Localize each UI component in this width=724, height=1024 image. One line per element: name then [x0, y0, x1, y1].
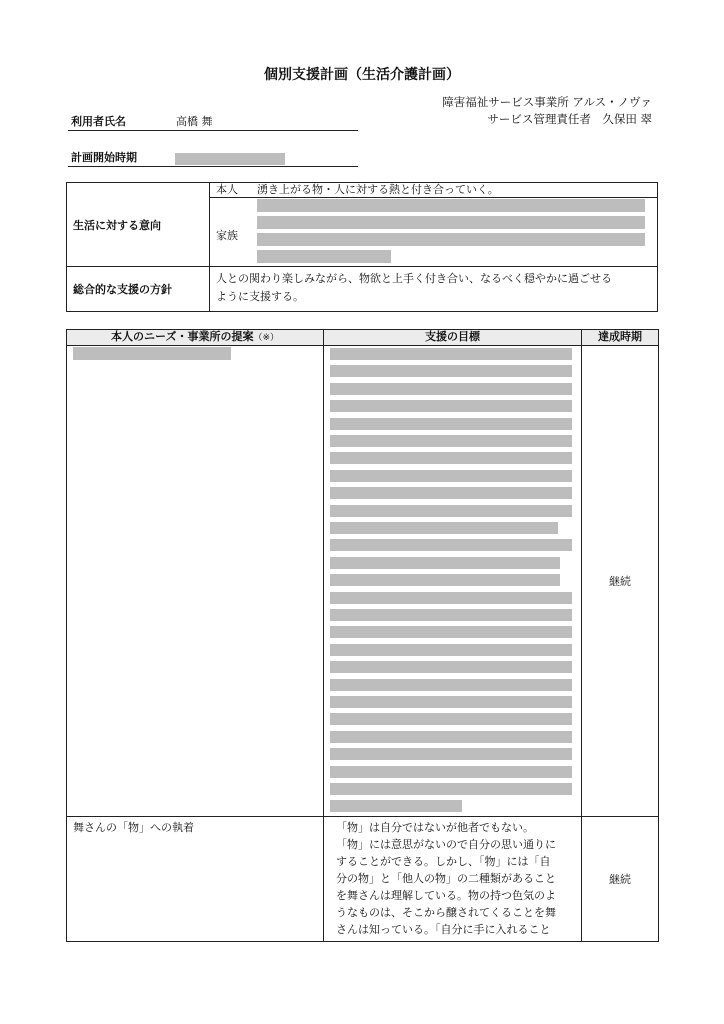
policy-text — [210, 267, 658, 312]
table-row — [67, 817, 659, 942]
redacted-goal-line — [330, 505, 572, 517]
redacted-goal-line — [330, 400, 572, 412]
organization-name: 障害福祉サービス事業所 アルス・ノヴァ — [442, 95, 652, 109]
policy-text-line: 人との関わり楽しみながら、物欲と上手く付き合い、なるべく穏やかに過ごせる — [216, 272, 612, 285]
redacted-goal-line — [330, 522, 558, 534]
redacted-goal-line — [330, 470, 572, 482]
redacted-goal-line — [330, 713, 572, 725]
need-cell — [67, 346, 324, 817]
document-title: 個別支援計画（生活介護計画） — [264, 67, 460, 83]
redacted-goal-line — [330, 679, 572, 691]
service-manager: サービス管理責任者 久保田 翠 — [487, 112, 652, 126]
redacted-goal-line — [330, 452, 572, 464]
policy-label: 総合的な支援の方針 — [67, 267, 210, 312]
plan-start-label: 計画開始時期 — [71, 151, 137, 164]
goal-line: うなものは、そこから醸されてくることを舞 — [336, 906, 556, 919]
redacted-goal-line — [330, 609, 572, 621]
redacted-goal-line — [330, 644, 572, 656]
redacted-family-line — [257, 199, 645, 212]
user-name-value: 高橋 舞 — [176, 115, 213, 128]
family-label: 家族 — [216, 229, 238, 242]
goal-cell — [324, 817, 582, 942]
redacted-family-line — [257, 216, 645, 229]
redacted-plan-start — [175, 153, 285, 165]
need-cell: 舞さんの「物」への執着 — [67, 817, 324, 942]
policy-text-line: ように支援する。 — [216, 290, 304, 303]
goal-line: を舞さんは理解している。物の持つ色気のよ — [336, 889, 556, 902]
redacted-goal-line — [330, 661, 572, 673]
redacted-goal-line — [330, 365, 572, 377]
table-row — [67, 346, 659, 817]
goal-line: 「物」には意思がないので自分の思い通りに — [336, 838, 556, 851]
goal-line: 分の物」と「他人の物」の二種類があること — [336, 872, 556, 885]
redacted-goal-line — [330, 557, 560, 569]
self-label: 本人 — [216, 183, 238, 196]
redacted-goal-line — [330, 574, 560, 586]
redacted-goal-line — [330, 766, 572, 778]
user-name-field — [68, 114, 358, 131]
goal-cell — [324, 346, 582, 817]
redacted-family-line — [257, 250, 391, 263]
plan-start-field — [68, 150, 358, 167]
needs-header: 本人のニーズ・事業所の提案（※） — [67, 330, 324, 346]
self-intention-row — [210, 183, 658, 198]
redacted-goal-line — [330, 539, 572, 551]
intentions-label: 生活に対する意向 — [67, 183, 210, 267]
redacted-need — [73, 347, 231, 360]
redacted-goal-line — [330, 748, 572, 760]
redacted-goal-line — [330, 626, 572, 638]
redacted-family-line — [257, 233, 645, 246]
user-name-label: 利用者氏名 — [71, 115, 126, 128]
period-cell: 継続 — [582, 346, 659, 817]
redacted-goal-line — [330, 348, 572, 360]
goal-line: 「物」は自分ではないが他者でもない。 — [336, 821, 534, 834]
goals-header: 支援の目標 — [324, 330, 582, 346]
redacted-goal-line — [330, 383, 572, 395]
goal-line: さんは知っている。「自分に手に入れること — [336, 923, 551, 936]
redacted-goal-line — [330, 592, 572, 604]
goal-line: することができる。しかし、「物」には「自 — [336, 855, 551, 868]
redacted-goal-line — [330, 487, 572, 499]
family-intention-row — [210, 198, 658, 267]
period-header: 達成時期 — [582, 330, 659, 346]
redacted-goal-line — [330, 435, 572, 447]
redacted-goal-line — [330, 696, 572, 708]
redacted-goal-line — [330, 418, 572, 430]
needs-table — [66, 329, 659, 942]
redacted-goal-line — [330, 800, 462, 812]
organization-block — [442, 94, 652, 128]
intentions-table — [66, 182, 658, 312]
redacted-goal-line — [330, 731, 572, 743]
self-intention-text: 湧き上がる物・人に対する熱と付き合っていく。 — [257, 183, 499, 196]
redacted-goal-line — [330, 783, 572, 795]
period-cell: 継続 — [582, 817, 659, 942]
